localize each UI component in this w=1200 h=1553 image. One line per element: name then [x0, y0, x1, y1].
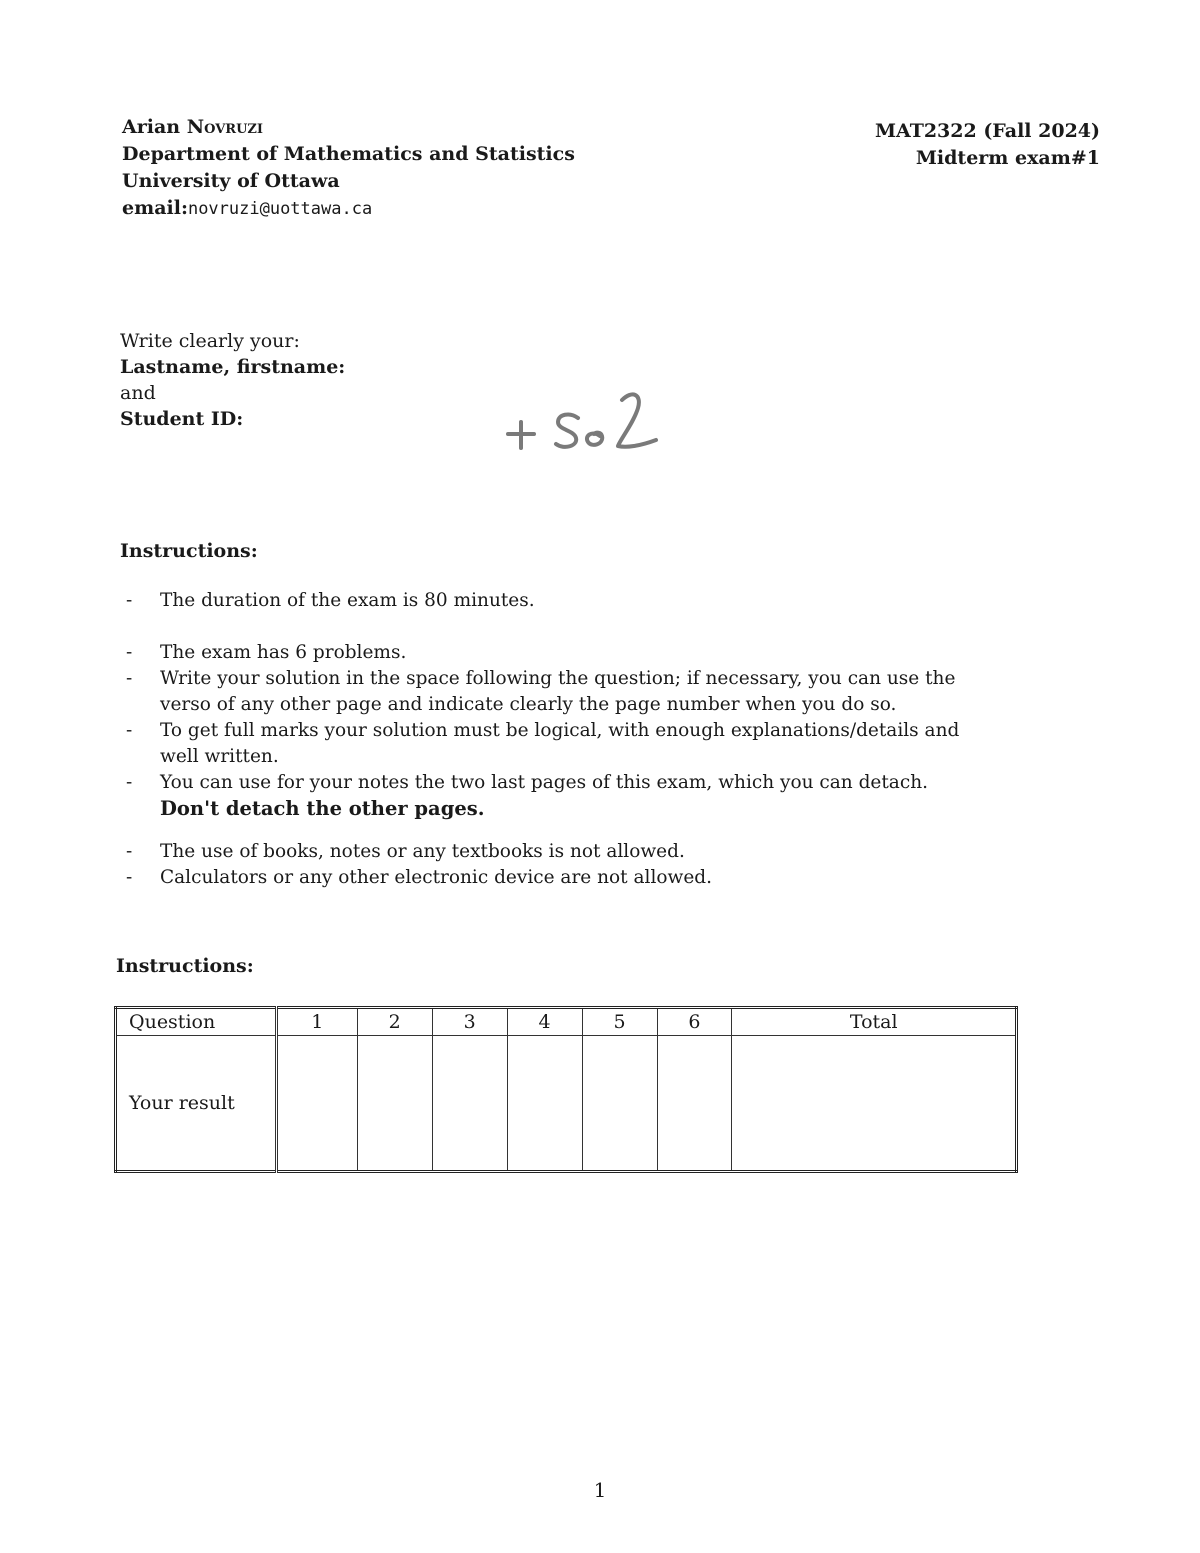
question-number: 3	[432, 1008, 507, 1036]
department: Department of Mathematics and Statistics	[122, 143, 575, 165]
bullet-dash: -	[126, 720, 133, 741]
identity-intro: Write clearly your:	[120, 330, 300, 352]
instruction-text: The exam has 6 problems.	[160, 642, 407, 663]
question-number: 5	[582, 1008, 657, 1036]
results-heading: Instructions:	[116, 955, 254, 977]
email-address: novruzi@uottawa.ca	[187, 199, 373, 219]
bullet-dash: -	[126, 772, 133, 793]
bullet-dash: -	[126, 841, 133, 862]
total-score-cell	[732, 1036, 1017, 1172]
score-cell	[507, 1036, 582, 1172]
and-text: and	[120, 382, 156, 404]
author-block	[122, 114, 575, 223]
author-first-name: Arian	[122, 116, 181, 138]
total-label: Total	[732, 1008, 1017, 1036]
bullet-dash: -	[126, 668, 133, 689]
question-number: 2	[357, 1008, 432, 1036]
instructions-list	[126, 588, 966, 891]
author-last-name: Novruzi	[186, 116, 263, 138]
page-number: 1	[593, 1478, 607, 1502]
score-cell	[277, 1036, 358, 1172]
instruction-item	[126, 865, 966, 891]
email-line	[122, 195, 575, 223]
course-block	[875, 118, 1100, 172]
bullet-dash: -	[126, 590, 133, 611]
instruction-text: To get full marks your solution must be logical, with enough explanations/details and well written.	[160, 720, 960, 767]
score-cell	[582, 1036, 657, 1172]
course-code: MAT2322 (Fall 2024)	[874, 120, 1100, 142]
score-cell	[357, 1036, 432, 1172]
handwritten-sol-note	[500, 388, 670, 458]
result-label: Your result	[116, 1036, 277, 1172]
instruction-text: Calculators or any other electronic device are not allowed.	[160, 867, 713, 888]
instruction-emphasis: Don't detach the other pages.	[160, 797, 485, 820]
instruction-text: The duration of the exam is 80 minutes.	[160, 590, 535, 611]
exam-title: Midterm exam#1	[915, 147, 1100, 169]
instruction-item	[126, 640, 966, 666]
bullet-dash: -	[126, 867, 133, 888]
student-id-label: Student ID:	[120, 408, 244, 430]
instruction-item	[126, 770, 966, 823]
score-cell	[657, 1036, 732, 1172]
identity-block	[120, 328, 345, 432]
instruction-text: The use of books, notes or any textbooks is not allowed.	[160, 841, 685, 862]
bullet-dash: -	[126, 642, 133, 663]
question-label: Question	[116, 1008, 277, 1036]
instruction-item	[126, 588, 966, 614]
question-number: 6	[657, 1008, 732, 1036]
question-number: 1	[277, 1008, 358, 1036]
university: University of Ottawa	[122, 170, 340, 192]
instruction-item	[126, 666, 966, 718]
table-result-row	[116, 1036, 1017, 1172]
instruction-item	[126, 718, 966, 770]
instruction-detach-text: You can use for your notes the two last pages of this exam, which you can detach.	[160, 772, 928, 793]
instructions-heading: Instructions:	[120, 540, 258, 562]
table-header-row	[116, 1008, 1017, 1036]
instruction-text	[160, 770, 966, 823]
score-cell	[432, 1036, 507, 1172]
instruction-item	[126, 839, 966, 865]
author-name	[122, 114, 575, 141]
question-number: 4	[507, 1008, 582, 1036]
email-label: email:	[122, 197, 188, 219]
results-table	[114, 1006, 1018, 1173]
instruction-text: Write your solution in the space following the question; if necessary, you can use the verso of any other page and indicate clearly the page number when you do so.	[160, 668, 956, 715]
name-label: Lastname, firstname:	[120, 356, 346, 378]
